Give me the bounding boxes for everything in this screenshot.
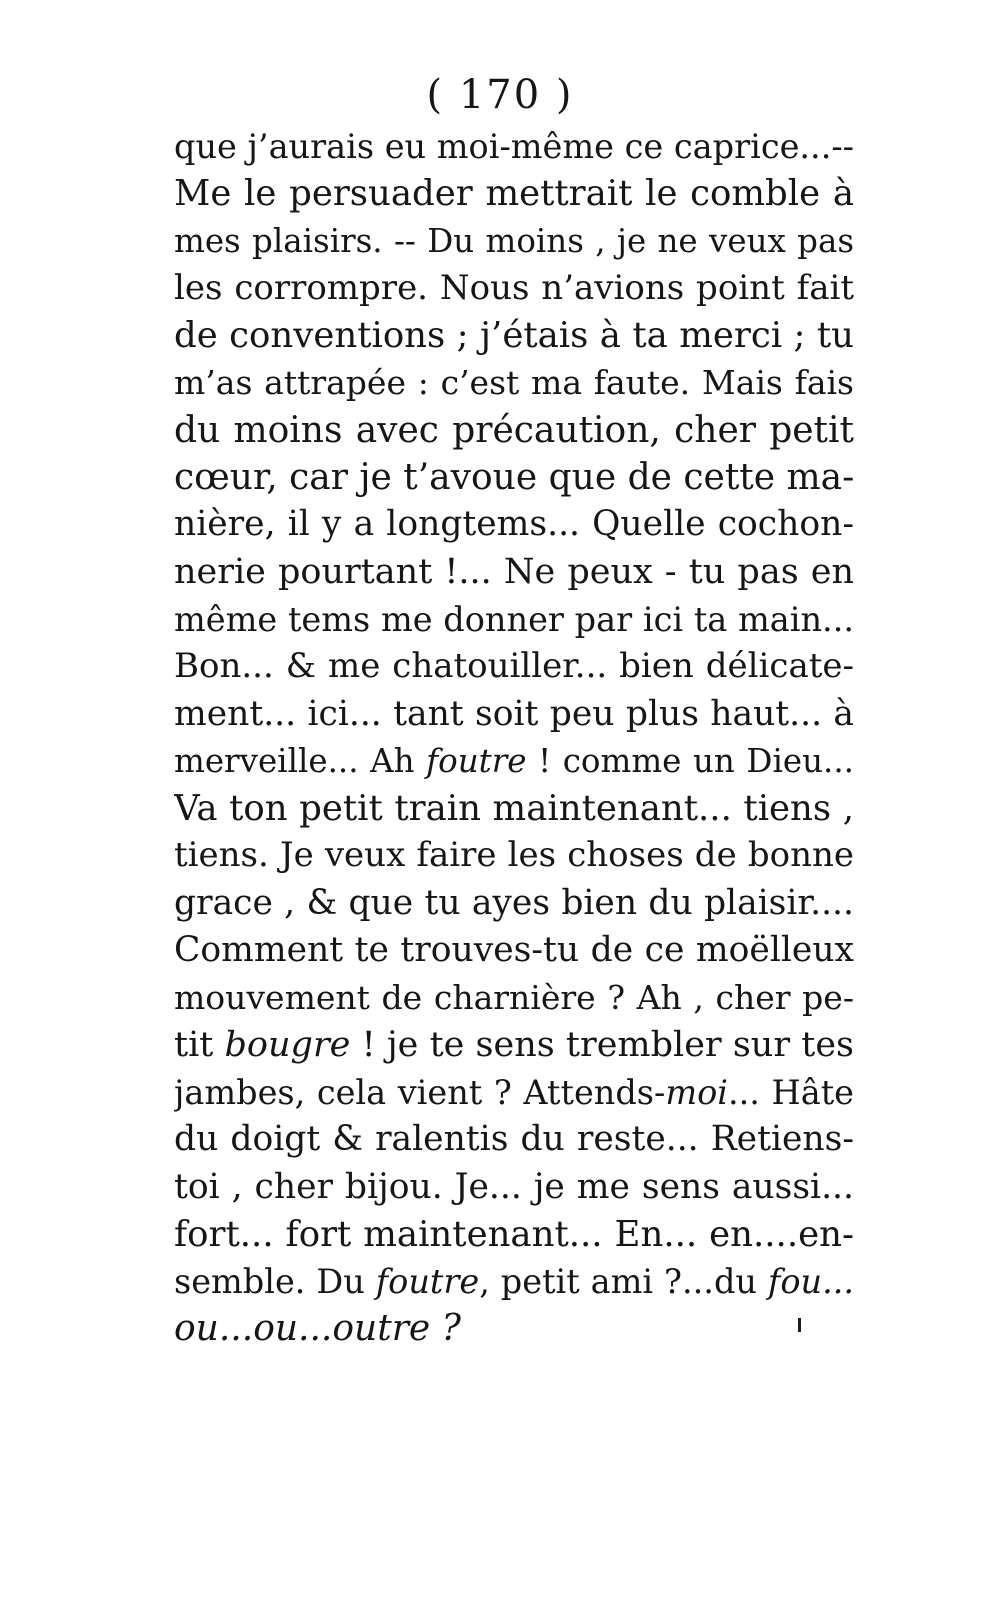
text-line bbox=[174, 1164, 854, 1211]
text-line bbox=[174, 738, 854, 785]
text-segment: fort... fort maintenant... En... en....en- bbox=[174, 1213, 854, 1255]
ink-speck bbox=[798, 1318, 801, 1332]
text-segment: de conventions ; j’étais à ta merci ; tu bbox=[174, 315, 854, 357]
text-line bbox=[174, 832, 854, 879]
body-text bbox=[174, 123, 854, 1353]
italic-text: ou...ou...outre ? bbox=[174, 1308, 461, 1350]
text-segment: tiens. Je veux faire les choses de bonne bbox=[174, 835, 854, 876]
text-line bbox=[174, 785, 854, 832]
text-line bbox=[174, 880, 854, 927]
text-segment: que j’aurais eu moi-même ce caprice...-- bbox=[174, 127, 854, 166]
text-segment: nerie pourtant !... Ne peux - tu pas en bbox=[174, 551, 854, 592]
text-line bbox=[174, 974, 854, 1021]
text-segment: ! je te sens trembler sur tes bbox=[350, 1024, 854, 1065]
text-segment: tit bbox=[174, 1024, 225, 1065]
italic-text: foutre bbox=[426, 741, 527, 780]
text-segment: du doigt & ralentis du reste... Retiens- bbox=[174, 1119, 854, 1160]
text-line bbox=[174, 643, 854, 690]
italic-text: bougre bbox=[224, 1024, 351, 1065]
text-segment: Comment te trouves-tu de ce moëlleux bbox=[174, 930, 854, 971]
text-line bbox=[174, 549, 854, 596]
text-line bbox=[174, 265, 854, 312]
text-segment: merveille... Ah bbox=[174, 741, 427, 780]
text-segment: grace , & que tu ayes bien du plaisir.... bbox=[174, 882, 854, 923]
text-line bbox=[174, 1116, 854, 1163]
text-line bbox=[174, 1069, 854, 1116]
text-segment: ment... ici... tant soit peu plus haut... à bbox=[174, 693, 854, 734]
text-segment: Me le persuader mettrait le comble à bbox=[174, 173, 854, 215]
italic-text: foutre bbox=[375, 1262, 480, 1302]
text-line bbox=[174, 454, 854, 501]
text-line bbox=[174, 691, 854, 738]
text-segment: du moins avec précaution, cher petit bbox=[174, 409, 854, 451]
text-segment: Va ton petit train maintenant... tiens , bbox=[174, 788, 854, 830]
text-segment: semble. Du bbox=[174, 1262, 376, 1302]
page-number: ( 170 ) bbox=[426, 72, 574, 118]
text-line bbox=[174, 312, 854, 359]
text-segment: nière, il y a longtems... Quelle cochon- bbox=[174, 504, 854, 545]
text-line bbox=[174, 501, 854, 548]
text-line bbox=[174, 596, 854, 643]
text-line bbox=[174, 359, 854, 406]
text-line bbox=[174, 407, 854, 454]
text-segment: cœur, car je t’avoue que de cette ma- bbox=[174, 457, 854, 499]
text-line bbox=[174, 123, 854, 170]
text-segment: ... Hâte bbox=[727, 1072, 854, 1112]
text-segment: mouvement de charnière ? Ah , cher pe- bbox=[174, 978, 854, 1018]
text-line bbox=[174, 1211, 854, 1258]
text-line bbox=[174, 1305, 854, 1352]
italic-text: moi bbox=[665, 1072, 728, 1112]
text-line bbox=[174, 927, 854, 974]
text-segment: mes plaisirs. -- Du moins , je ne veux pas bbox=[174, 221, 854, 260]
text-line bbox=[174, 1258, 854, 1305]
text-line bbox=[174, 1022, 854, 1069]
text-segment: Bon... & me chatouiller... bien délicate- bbox=[174, 646, 854, 687]
text-segment: même tems me donner par ici ta main... bbox=[174, 599, 854, 639]
text-line bbox=[174, 218, 854, 265]
text-line bbox=[174, 170, 854, 217]
text-segment: m’as attrapée : c’est ma faute. Mais fais bbox=[174, 363, 854, 403]
italic-text: fou... bbox=[767, 1262, 854, 1302]
text-segment: les corrompre. Nous n’avions point fait bbox=[174, 267, 854, 308]
text-segment: toi , cher bijou. Je... je me sens aussi... bbox=[174, 1166, 854, 1207]
text-segment: jambes, cela vient ? Attends- bbox=[174, 1072, 666, 1112]
text-segment: ! comme un Dieu... bbox=[526, 741, 854, 780]
text-segment: , petit ami ?...du bbox=[479, 1262, 768, 1302]
